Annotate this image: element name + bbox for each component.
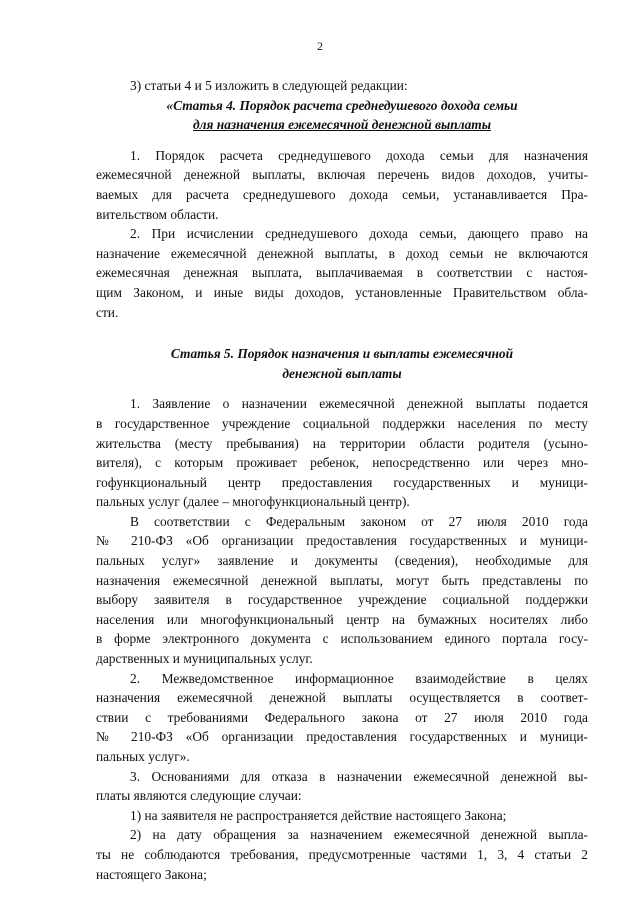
article-5 [96,344,588,884]
text-line: платы являются следующие случаи: [96,788,302,804]
article-4-title-line-2 [96,115,588,135]
article-5-paragraph-1b [96,512,588,669]
spacer [96,135,588,146]
text-line: вителя), с которым проживает ребенок, непосредственно или через мно- [96,455,588,471]
text-line: 2) на дату обращения за назначением ежемесячной денежной выпла- [130,827,588,843]
article-4-paragraph-1 [96,146,588,224]
text-line: назначение ежемесячной денежной выплаты, в доход семьи не включаются [96,245,588,261]
article-4 [96,96,588,323]
text-line: пальных услуг». [96,749,190,764]
document-body [96,76,588,884]
text-line: 2. При исчислении среднедушевого дохода семьи, дающего право на [130,226,588,242]
text-line: вительством области. [96,206,219,222]
text-line: жительства (месту пребывания) на территории области родителя (усыно- [96,435,588,451]
article-4-title-line-1: «Статья 4. Порядок расчета среднедушевого дохода семьи [166,97,518,113]
article-5-title-line-2: денежной выплаты [282,365,402,381]
text-line: 3. Основаниями для отказа в назначении ежемесячной денежной вы- [130,768,588,784]
text-line: выбору заявителя в государственное учреждение социальной поддержки [96,592,588,608]
text-line: сти. [96,304,119,320]
text-line: щим Законом, и иные виды доходов, установленные Правительством обла- [96,284,588,300]
text-line: ты не соблюдаются требования, предусмотренные частями 1, 3, 4 статьи 2 [96,846,588,862]
text-line: № 210-ФЗ «Об организации предоставления государственных и муници- [96,533,588,549]
text-line: настоящего Закона; [96,866,207,882]
article-5-paragraph-2 [96,669,588,767]
text-line: 1) на заявителя не распространяется действие настоящего Закона; [130,807,507,823]
spacer [96,383,588,394]
text-line: в государственное учреждение социальной поддержки населения по месту [96,415,588,431]
text-line: В соответствии с Федеральным законом от 27 июля 2010 года [130,513,588,529]
text-line: в форме электронного документа с использованием единого портала госу- [96,631,588,647]
article-5-item-1 [96,806,588,826]
text-line: ваемых для расчета среднедушевого дохода семьи, устанавливается Пра- [96,186,588,202]
text-line: ежемесячной денежной выплаты, включая перечень видов доходов, учиты- [96,167,588,183]
text-line: № 210-ФЗ «Об организации предоставления государственных и муници- [96,729,588,745]
text-line: 1. Заявление о назначении ежемесячной денежной выплаты подается [130,396,588,412]
amendment-intro: 3) статьи 4 и 5 изложить в следующей редакции: [130,78,408,93]
text-line: ежемесячная денежная выплата, выплачиваемая в соответствии с настоя- [96,265,588,281]
article-4-paragraph-2 [96,224,588,322]
article-5-item-2 [96,825,588,884]
text-line: населения или многофункциональный центр на бумажных носителях либо [96,611,588,627]
text-line: дарственных и муниципальных услуг. [96,651,313,667]
text-line: назначения ежемесячной денежной выплаты, могут быть представлены по [96,572,588,588]
text-line: пальных услуг» заявление и документы (сведения), необходимые для [96,553,588,569]
spacer [96,322,588,344]
article-5-paragraph-3 [96,767,588,806]
article-4-title-underlined: для назначения ежемесячной денежной выплаты [193,117,491,133]
text-line: гофункциональный центр предоставления государственных и муници- [96,474,588,490]
article-5-title-line-1: Статья 5. Порядок назначения и выплаты ежемесячной [170,346,514,362]
text-line: назначения ежемесячной денежной выплаты осуществляется в соответ- [96,690,588,706]
text-line: ствии с требованиями Федерального закона от 27 июля 2010 года [96,709,588,725]
text-line: 1. Порядок расчета среднедушевого дохода семьи для назначения [130,147,588,163]
article-5-paragraph-1 [96,394,588,512]
page-number: 2 [317,39,323,53]
text-line: 2. Межведомственное информационное взаимодействие в целях [130,670,588,686]
text-line: пальных услуг (далее – многофункциональный центр). [96,494,410,510]
